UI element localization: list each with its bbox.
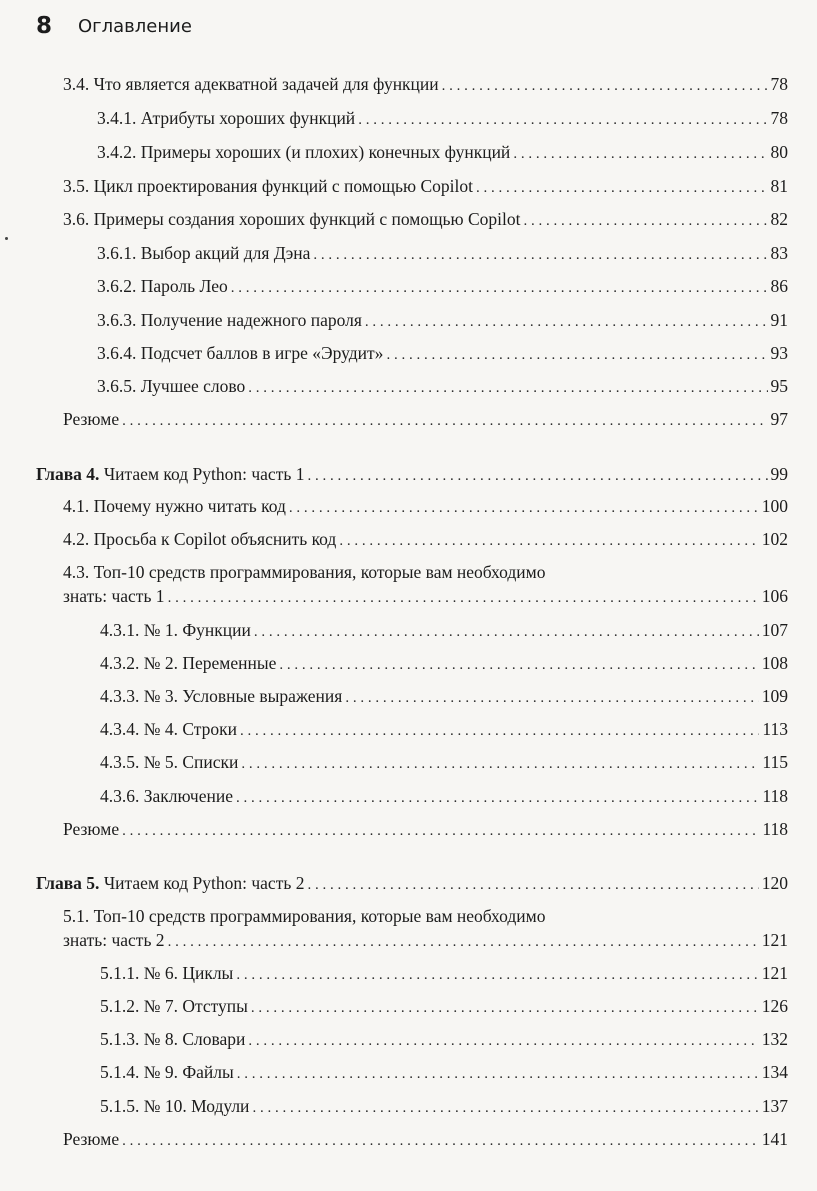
toc-entry-page: 78 bbox=[770, 74, 788, 94]
toc-entry-page: 137 bbox=[761, 1096, 788, 1116]
dot-leader bbox=[307, 465, 767, 487]
toc-entry[interactable] bbox=[100, 652, 788, 676]
toc-entry[interactable] bbox=[100, 1061, 788, 1085]
toc-entry-label: 3.6.2. Пароль Лео bbox=[97, 276, 228, 296]
dot-leader bbox=[241, 753, 759, 775]
toc-entry-label: знать: часть 2 bbox=[63, 930, 165, 950]
toc-entry-first-line: 4.3. Топ-10 средств программирования, которые вам необходимо bbox=[63, 562, 546, 582]
toc-entry-label: 4.2. Просьба к Copilot объяснить код bbox=[63, 529, 337, 549]
toc-entry-label: Резюме bbox=[63, 819, 120, 839]
toc-entry[interactable] bbox=[63, 585, 788, 609]
toc-entry[interactable] bbox=[100, 1028, 788, 1052]
dot-leader bbox=[122, 1130, 759, 1152]
dot-leader bbox=[313, 244, 767, 266]
chapter-title: Читаем код Python: часть 1 bbox=[99, 464, 305, 484]
toc-entry-page: 120 bbox=[761, 873, 788, 893]
toc-entry[interactable] bbox=[100, 1095, 788, 1119]
toc-entry-page: 108 bbox=[761, 653, 788, 673]
dot-leader bbox=[279, 654, 758, 676]
dot-leader bbox=[252, 1097, 758, 1119]
toc-entry-label: 5.1.2. № 7. Отступы bbox=[100, 996, 248, 1016]
toc-entry[interactable] bbox=[97, 342, 788, 366]
toc-entry-page: 115 bbox=[762, 752, 788, 772]
dot-leader bbox=[168, 931, 759, 953]
toc-entry-page: 118 bbox=[762, 819, 788, 839]
toc-entry-page: 141 bbox=[761, 1129, 788, 1149]
toc-entry-label: 4.3.3. № 3. Условные выражения bbox=[100, 686, 343, 706]
toc-entry-page: 126 bbox=[761, 996, 788, 1016]
dot-leader bbox=[236, 964, 758, 986]
toc-entry[interactable] bbox=[63, 73, 788, 97]
dot-leader bbox=[168, 587, 759, 609]
toc-entry-label: 3.5. Цикл проектирования функций с помощью Copilot bbox=[63, 176, 473, 196]
toc-entry[interactable] bbox=[63, 175, 788, 199]
toc-entry-page: 86 bbox=[770, 276, 788, 296]
toc-entry[interactable] bbox=[97, 275, 788, 299]
toc-entry[interactable] bbox=[97, 309, 788, 333]
toc-entry-label: 3.6.5. Лучшее слово bbox=[97, 376, 246, 396]
toc-entry[interactable] bbox=[63, 818, 788, 842]
dot-leader bbox=[122, 410, 767, 432]
dot-leader bbox=[251, 997, 759, 1019]
dot-leader bbox=[307, 874, 758, 896]
toc-entry-label: 5.1.1. № 6. Циклы bbox=[100, 963, 234, 983]
toc-entry-label: 3.6.4. Подсчет баллов в игре «Эрудит» bbox=[97, 343, 384, 363]
page-header bbox=[36, 6, 192, 46]
toc-entry-page: 134 bbox=[761, 1062, 788, 1082]
toc-entry[interactable] bbox=[63, 408, 788, 432]
toc-entry[interactable] bbox=[63, 1128, 788, 1152]
dot-leader bbox=[240, 720, 759, 742]
toc-entry[interactable] bbox=[63, 495, 788, 519]
toc-entry-page: 118 bbox=[762, 786, 788, 806]
toc-entry-first-line: 5.1. Топ-10 средств программирования, которые вам необходимо bbox=[63, 906, 546, 926]
toc-entry-page: 109 bbox=[761, 686, 788, 706]
toc-entry[interactable] bbox=[100, 718, 788, 742]
dot-leader bbox=[339, 530, 758, 552]
toc-entry-page: 107 bbox=[761, 620, 788, 640]
page-number: 8 bbox=[36, 13, 53, 39]
toc-entry[interactable] bbox=[97, 242, 788, 266]
toc-entry-page: 97 bbox=[770, 409, 788, 429]
toc-entry-label: 4.3.5. № 5. Списки bbox=[100, 752, 239, 772]
dot-leader bbox=[254, 621, 759, 643]
dot-leader bbox=[442, 75, 768, 97]
toc-entry-label: 5.1.4. № 9. Файлы bbox=[100, 1062, 234, 1082]
toc-entry[interactable] bbox=[63, 208, 788, 232]
toc-entry-label: 4.3.1. № 1. Функции bbox=[100, 620, 251, 640]
dot-leader bbox=[365, 311, 768, 333]
toc-entry-label: 3.6.1. Выбор акций для Дэна bbox=[97, 243, 311, 263]
toc-entry-label: 4.3.4. № 4. Строки bbox=[100, 719, 237, 739]
toc-entry-page: 78 bbox=[770, 108, 788, 128]
toc-entry-label: знать: часть 1 bbox=[63, 586, 165, 606]
toc-entry-page: 102 bbox=[761, 529, 788, 549]
toc-entry-page: 83 bbox=[770, 243, 788, 263]
chapter-title: Читаем код Python: часть 2 bbox=[99, 873, 305, 893]
toc-entry[interactable] bbox=[100, 685, 788, 709]
toc-entry-label: 3.6. Примеры создания хороших функций с помощью Copilot bbox=[63, 209, 521, 229]
toc-entry[interactable] bbox=[97, 375, 788, 399]
toc-entry-label: 5.1.3. № 8. Словари bbox=[100, 1029, 246, 1049]
toc-entry-page: 81 bbox=[770, 176, 788, 196]
dot-leader bbox=[289, 497, 759, 519]
margin-speck bbox=[5, 237, 8, 240]
dot-leader bbox=[358, 109, 767, 131]
dot-leader bbox=[237, 1063, 759, 1085]
toc-entry[interactable] bbox=[100, 995, 788, 1019]
dot-leader bbox=[231, 277, 768, 299]
toc-entry[interactable] bbox=[63, 528, 788, 552]
toc-entry[interactable] bbox=[100, 785, 788, 809]
toc-entry-label: Резюме bbox=[63, 1129, 120, 1149]
toc-entry-label: 3.4. Что является адекватной задачей для функции bbox=[63, 74, 439, 94]
toc-entry-page: 80 bbox=[770, 142, 788, 162]
toc-chapter[interactable] bbox=[36, 463, 788, 487]
chapter-number: Глава 5. bbox=[36, 873, 100, 893]
toc-entry[interactable] bbox=[97, 107, 788, 131]
toc-entry[interactable] bbox=[97, 141, 788, 165]
toc-entry[interactable] bbox=[100, 962, 788, 986]
toc-entry-page: 121 bbox=[761, 963, 788, 983]
dot-leader bbox=[386, 344, 767, 366]
toc-entry-page: 99 bbox=[770, 464, 788, 484]
toc-entry[interactable] bbox=[100, 619, 788, 643]
toc-entry-page: 113 bbox=[762, 719, 788, 739]
toc-entry[interactable] bbox=[100, 751, 788, 775]
toc-entry[interactable] bbox=[63, 929, 788, 953]
toc-entry-label: 5.1.5. № 10. Модули bbox=[100, 1096, 250, 1116]
toc-entry-page: 93 bbox=[770, 343, 788, 363]
dot-leader bbox=[476, 177, 768, 199]
toc-entry-page: 132 bbox=[761, 1029, 788, 1049]
toc-entry-label: 3.6.3. Получение надежного пароля bbox=[97, 310, 362, 330]
toc-entry-page: 100 bbox=[761, 496, 788, 516]
toc-entry-page: 95 bbox=[770, 376, 788, 396]
toc-entry-page: 91 bbox=[770, 310, 788, 330]
toc-entry-label: 4.1. Почему нужно читать код bbox=[63, 496, 286, 516]
toc-entry-label: 3.4.2. Примеры хороших (и плохих) конечных функций bbox=[97, 142, 511, 162]
toc-entry-label: Резюме bbox=[63, 409, 120, 429]
chapter-number: Глава 4. bbox=[36, 464, 100, 484]
dot-leader bbox=[524, 210, 768, 232]
toc-entry-label: 4.3.6. Заключение bbox=[100, 786, 233, 806]
dot-leader bbox=[122, 820, 759, 842]
dot-leader bbox=[248, 1030, 758, 1052]
running-header-title: Оглавление bbox=[78, 15, 192, 37]
dot-leader bbox=[236, 787, 759, 809]
dot-leader bbox=[248, 377, 767, 399]
toc-entry-label: 3.4.1. Атрибуты хороших функций bbox=[97, 108, 356, 128]
toc-entry-page: 106 bbox=[761, 586, 788, 606]
toc-chapter[interactable] bbox=[36, 872, 788, 896]
dot-leader bbox=[513, 143, 767, 165]
toc-entry-page: 121 bbox=[761, 930, 788, 950]
toc-entry-page: 82 bbox=[770, 209, 788, 229]
toc-entry-label: 4.3.2. № 2. Переменные bbox=[100, 653, 277, 673]
dot-leader bbox=[345, 687, 758, 709]
